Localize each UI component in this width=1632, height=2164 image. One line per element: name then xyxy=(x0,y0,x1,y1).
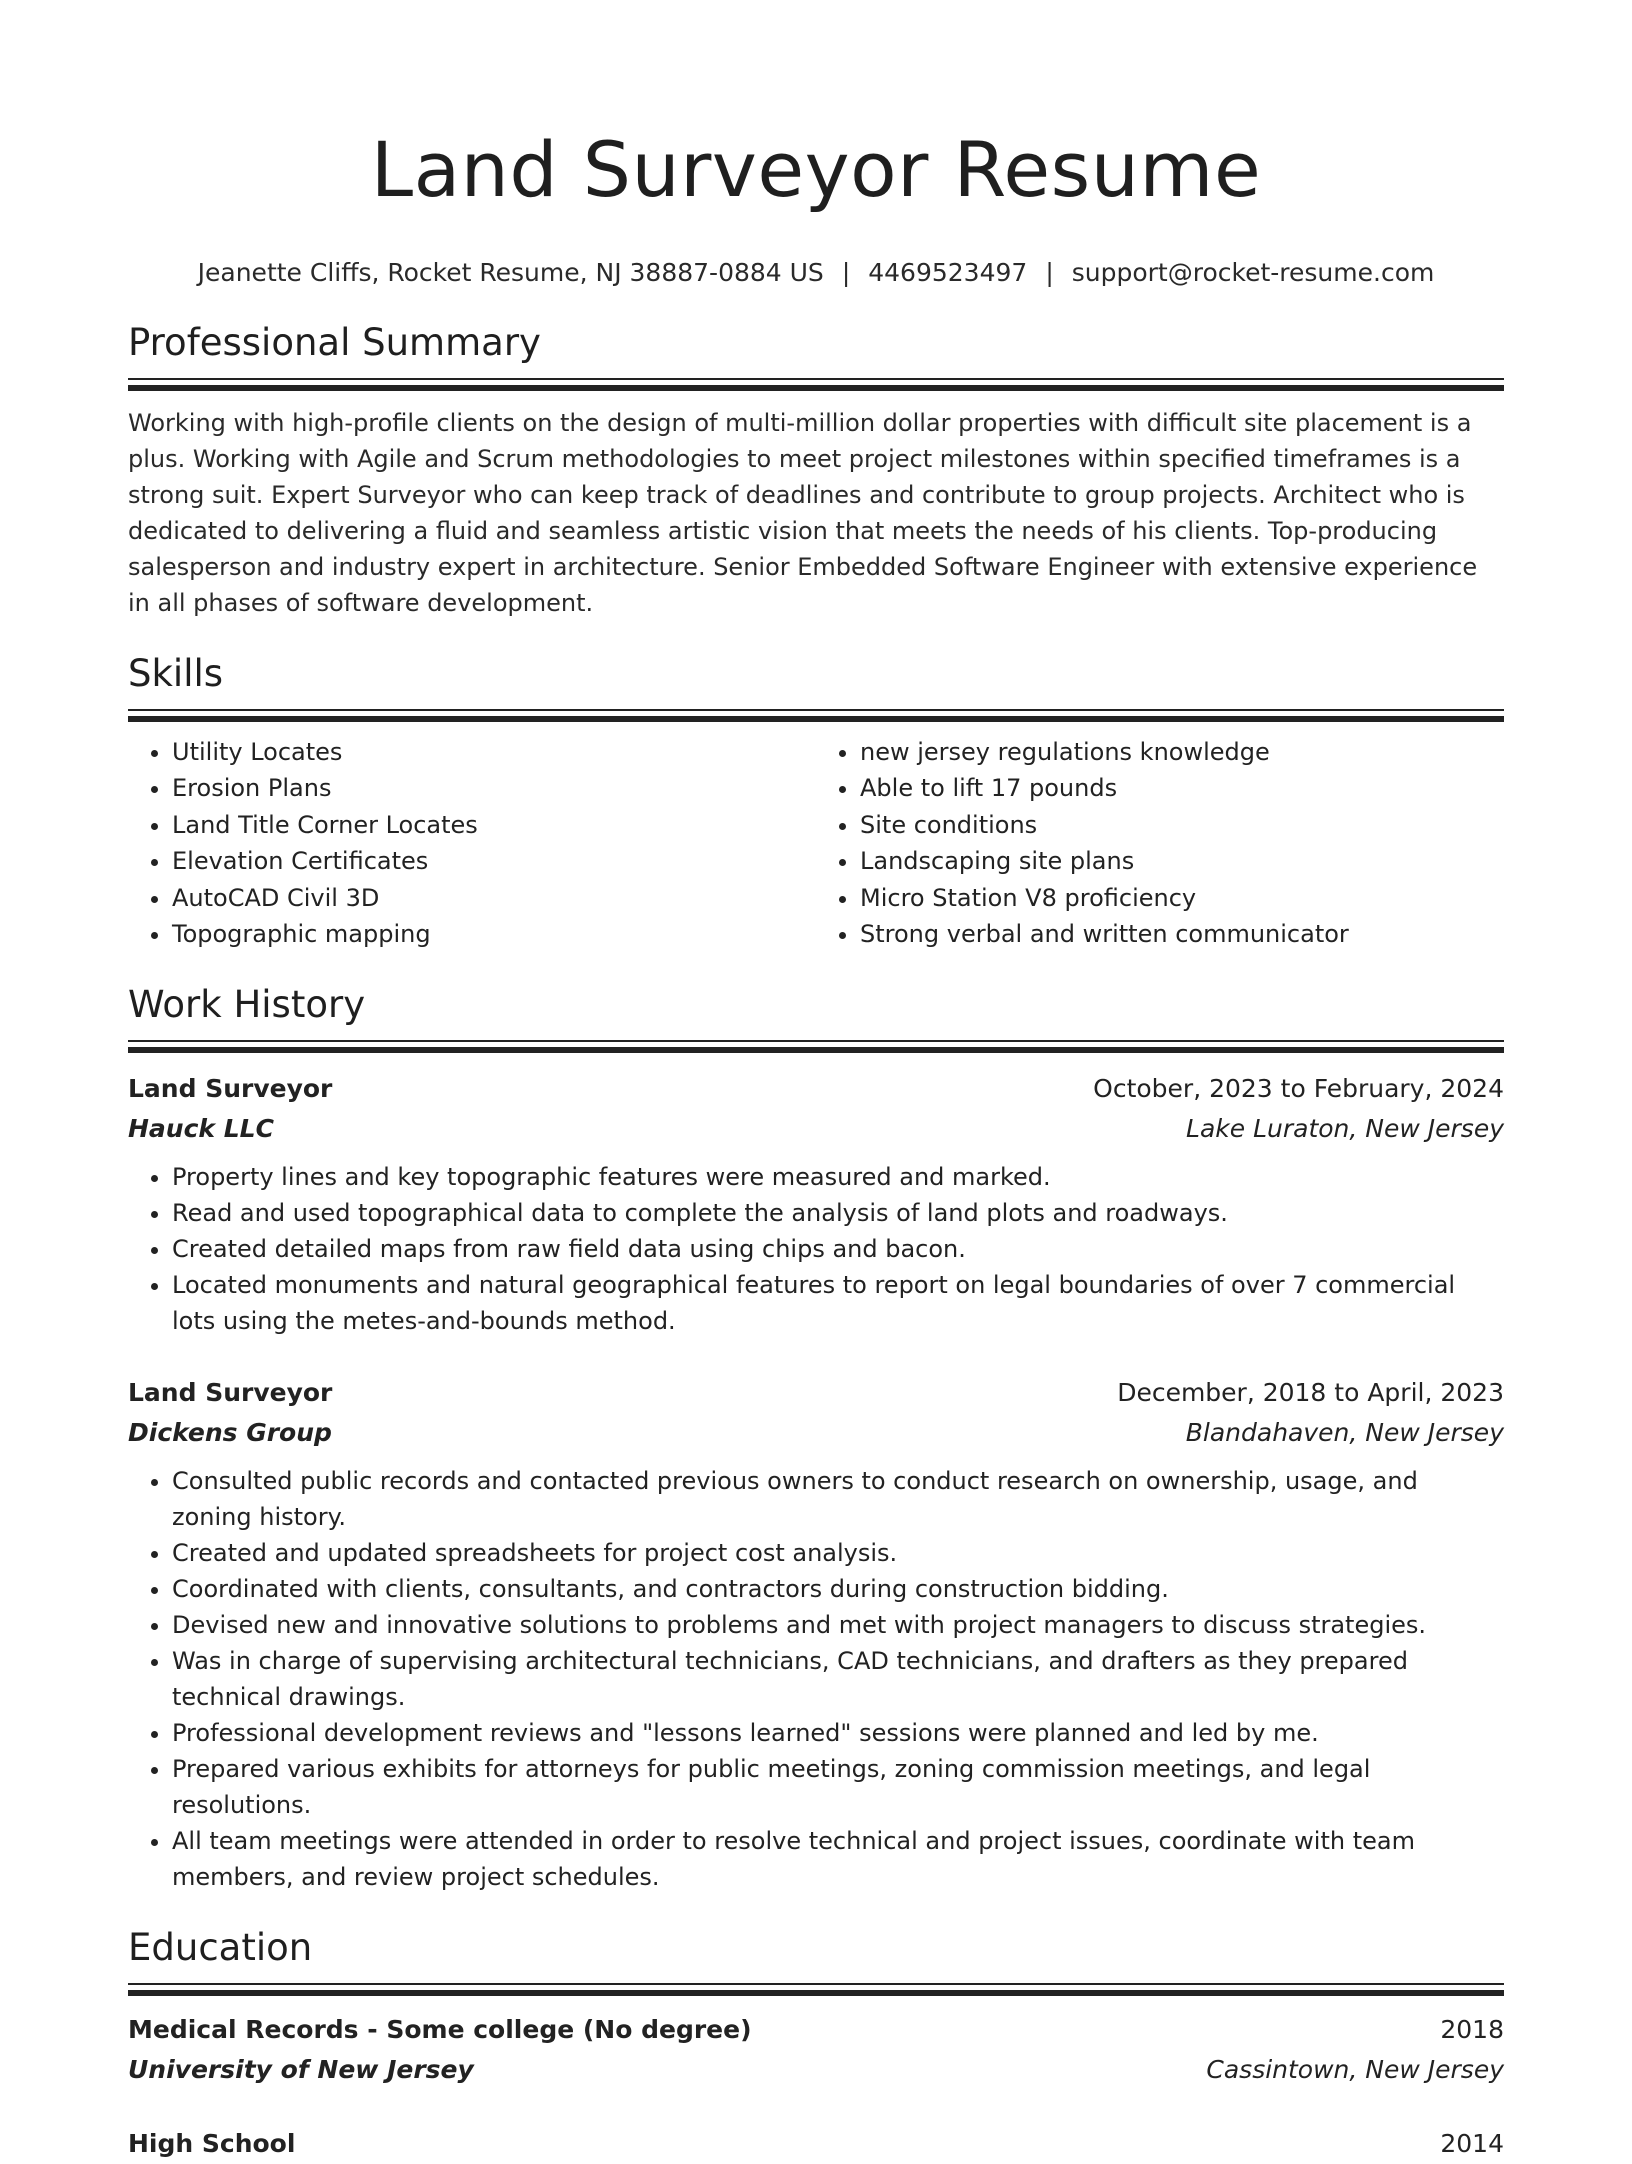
job-location: Lake Luraton, New Jersey xyxy=(1186,1114,1504,1144)
section-divider xyxy=(128,1040,1504,1053)
skill-item: • Topographic mapping xyxy=(172,916,816,952)
summary-text: Working with high-profile clients on the design of multi-million dollar properties with difficult site placement is a plus. Working with Agile and Scrum methodologies to meet project milestones within specified timeframes is a strong suit. Expert Surveyor who can keep track of deadlines and contribute to group projects. Architect who is dedicated to delivering a fluid and seamless artistic vision that meets the needs of his clients. Top-producing salesperson and industry expert in architecture. Senior Embedded Software Engineer with extensive experience in all phases of software development. xyxy=(128,409,1478,617)
education-degree: Medical Records - Some college (No degree) xyxy=(128,2015,752,2045)
contact-separator: | xyxy=(1045,258,1054,287)
job-bullet: • Devised new and innovative solutions to problems and met with project managers to discuss strategies. xyxy=(172,1607,1504,1643)
contact-separator: | xyxy=(841,258,851,287)
education-year: 2018 xyxy=(1440,2015,1504,2045)
job-bullet: • Created detailed maps from raw field data using chips and bacon. xyxy=(172,1231,1504,1267)
skill-item: • Utility Locates xyxy=(172,734,816,770)
education-section xyxy=(128,1925,1504,2164)
section-divider xyxy=(128,1983,1504,1996)
skill-item: • new jersey regulations knowledge xyxy=(860,734,1504,770)
skill-item: • AutoCAD Civil 3D xyxy=(172,880,816,916)
skills-column-right xyxy=(816,734,1504,952)
summary-heading: Professional Summary xyxy=(128,321,541,364)
job-entry xyxy=(128,1373,1504,1895)
resume-title: Land Surveyor Resume xyxy=(370,125,1262,214)
education-degree: High School xyxy=(128,2129,296,2159)
job-title: Land Surveyor xyxy=(128,1378,333,1408)
education-entry xyxy=(128,2010,1504,2090)
job-company: Dickens Group xyxy=(128,1418,332,1448)
job-bullet: • All team meetings were attended in order to resolve technical and project issues, coordinate with team members, and review project schedules. xyxy=(172,1823,1504,1895)
skill-item: • Land Title Corner Locates xyxy=(172,807,816,843)
contact-address: Jeanette Cliffs, Rocket Resume, NJ 38887-0884 US xyxy=(197,258,824,287)
skills-heading: Skills xyxy=(128,652,224,695)
work-history-section xyxy=(128,982,1504,1895)
skill-item: • Site conditions xyxy=(860,807,1504,843)
education-school: University of New Jersey xyxy=(128,2055,474,2085)
job-bullet: • Was in charge of supervising architectural technicians, CAD technicians, and drafters as they prepared technical drawings. xyxy=(172,1643,1504,1715)
skill-item: • Micro Station V8 proficiency xyxy=(860,880,1504,916)
job-location: Blandahaven, New Jersey xyxy=(1185,1418,1504,1448)
section-divider xyxy=(128,378,1504,391)
skill-item: • Able to lift 17 pounds xyxy=(860,770,1504,806)
skills-column-left xyxy=(128,734,816,952)
job-entry xyxy=(128,1069,1504,1339)
job-bullet: • Coordinated with clients, consultants, and contractors during construction bidding. xyxy=(172,1571,1504,1607)
job-bullet: • Property lines and key topographic features were measured and marked. xyxy=(172,1159,1504,1195)
job-bullets xyxy=(128,1463,1504,1895)
job-company: Hauck LLC xyxy=(128,1114,274,1144)
job-bullet: • Consulted public records and contacted previous owners to conduct research on ownership, usage, and zoning history. xyxy=(172,1463,1504,1535)
job-bullet: • Read and used topographical data to complete the analysis of land plots and roadways. xyxy=(172,1195,1504,1231)
education-entry xyxy=(128,2124,1504,2164)
education-location: Cassintown, New Jersey xyxy=(1206,2055,1504,2085)
contact-phone: 4469523497 xyxy=(868,258,1028,287)
skills-section xyxy=(128,651,1504,952)
education-year: 2014 xyxy=(1440,2129,1504,2159)
summary-section xyxy=(128,320,1504,2164)
job-bullet: • Prepared various exhibits for attorneys for public meetings, zoning commission meetings, and legal resolutions. xyxy=(172,1751,1504,1823)
resume-page xyxy=(128,0,1504,2159)
job-dates: October, 2023 to February, 2024 xyxy=(1093,1074,1504,1104)
job-bullet: • Professional development reviews and "lessons learned" sessions were planned and led by me. xyxy=(172,1715,1504,1751)
skill-item: • Landscaping site plans xyxy=(860,843,1504,879)
job-bullet: • Located monuments and natural geographical features to report on legal boundaries of over 7 commercial lots using the metes-and-bounds method. xyxy=(172,1267,1504,1339)
skill-item: • Strong verbal and written communicator xyxy=(860,916,1504,952)
job-title: Land Surveyor xyxy=(128,1074,333,1104)
contact-email[interactable]: support@rocket-resume.com xyxy=(1071,258,1435,287)
contact-line xyxy=(128,256,1504,290)
skills-list xyxy=(128,734,1504,952)
job-dates: December, 2018 to April, 2023 xyxy=(1117,1378,1504,1408)
skill-item: • Elevation Certificates xyxy=(172,843,816,879)
work-history-heading: Work History xyxy=(128,983,366,1027)
section-divider xyxy=(128,709,1504,722)
education-heading: Education xyxy=(128,1926,313,1970)
skill-item: • Erosion Plans xyxy=(172,770,816,806)
job-bullet: • Created and updated spreadsheets for project cost analysis. xyxy=(172,1535,1504,1571)
job-bullets xyxy=(128,1159,1504,1339)
